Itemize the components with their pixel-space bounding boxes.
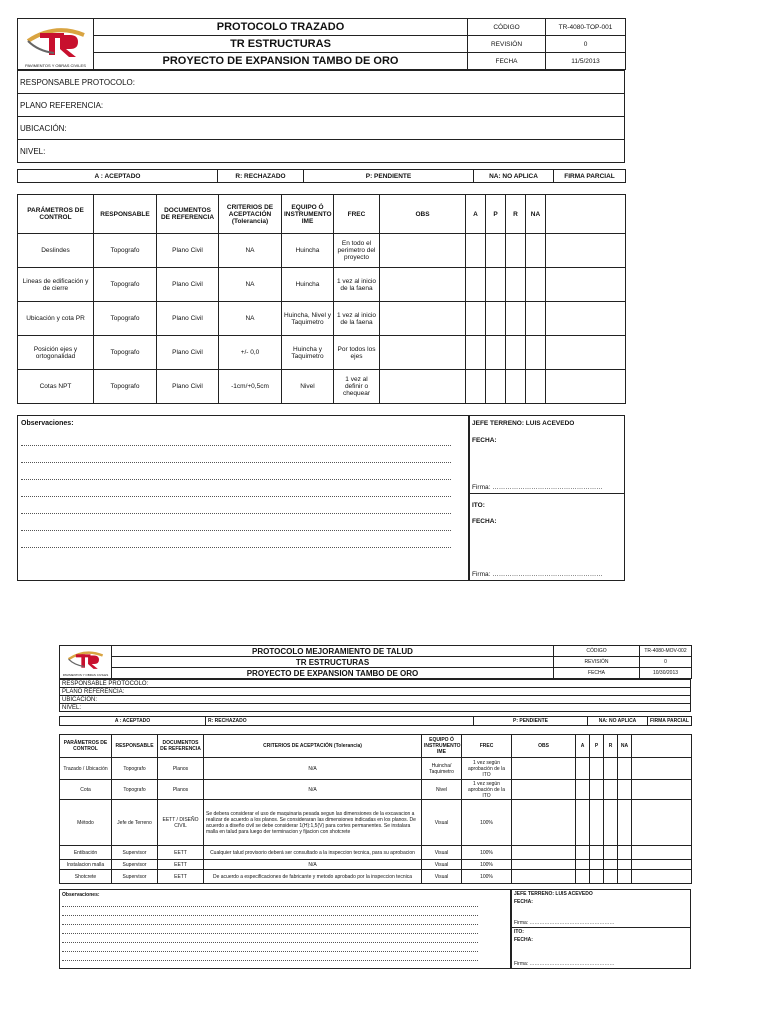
cell-r[interactable] xyxy=(604,800,618,846)
cell-firma[interactable] xyxy=(546,234,626,268)
cell-frec: En todo el perimetro del proyecto xyxy=(334,234,380,268)
cell-obs[interactable] xyxy=(380,370,466,404)
cell-crit: Se debera considerar el uso de maquinaria pesada segun las dimensiones de la excavacion a realizar de acuerdo a los planos. Se consideraran las dimensiones indicadas en los planos. De acuerdo a diseño civil se debe considerar 1(H):1,5(V) para cortes permanentes. Se instalara malla en talud para luego der terminacion y fijacion con shotcrete xyxy=(204,800,422,846)
logo xyxy=(18,19,94,70)
cell-r[interactable] xyxy=(604,870,618,884)
ito-label: ITO: xyxy=(472,502,485,509)
signature-box xyxy=(511,889,691,969)
cell-p[interactable] xyxy=(590,780,604,800)
cell-firma[interactable] xyxy=(546,268,626,302)
firma-ito[interactable]: Firma: …………………………………………… xyxy=(514,961,615,967)
cell-obs[interactable] xyxy=(380,234,466,268)
col-na: NA xyxy=(618,735,632,758)
field-plano: PLANO REFERENCIA: xyxy=(60,688,691,696)
cell-equip: Visual xyxy=(422,800,462,846)
company-title: TR ESTRUCTURAS xyxy=(112,657,554,668)
header-table xyxy=(17,18,626,70)
table-row xyxy=(60,846,692,860)
cell-frec: Por todos los ejes xyxy=(334,336,380,370)
cell-equip: Nivel xyxy=(282,370,334,404)
cell-equip: Visual xyxy=(422,870,462,884)
cell-doc: Plano Civil xyxy=(157,268,219,302)
cell-resp: Topografo xyxy=(94,302,157,336)
cell-p[interactable] xyxy=(486,336,506,370)
cell-na[interactable] xyxy=(618,780,632,800)
cell-doc: Plano Civil xyxy=(157,302,219,336)
cell-obs[interactable] xyxy=(512,860,576,870)
cell-na[interactable] xyxy=(618,846,632,860)
col-na: NA xyxy=(526,195,546,234)
protocol-title: PROTOCOLO MEJORAMIENTO DE TALUD xyxy=(112,646,554,657)
cell-a[interactable] xyxy=(466,302,486,336)
cell-a[interactable] xyxy=(576,870,590,884)
cell-equip: Visual xyxy=(422,846,462,860)
cell-crit: N/A xyxy=(204,860,422,870)
cell-crit: N/A xyxy=(204,780,422,800)
cell-doc: Plano Civil xyxy=(157,370,219,404)
cell-na[interactable] xyxy=(618,800,632,846)
col-equipo: EQUIPO Ó INSTRUMENTO IME xyxy=(422,735,462,758)
table-row xyxy=(60,780,692,800)
fecha-ito-label: FECHA: xyxy=(514,937,533,943)
cell-obs[interactable] xyxy=(512,758,576,780)
cell-equip: Huincha/ Taquimetro xyxy=(422,758,462,780)
cell-param: Posición ejes y ortogonalidad xyxy=(18,336,94,370)
cell-a[interactable] xyxy=(466,370,486,404)
table-row xyxy=(18,268,626,302)
cell-obs[interactable] xyxy=(512,780,576,800)
fecha-label: FECHA: xyxy=(472,437,497,444)
legend-aceptado: A : ACEPTADO xyxy=(60,717,206,726)
logo-caption: PAVIMENTOS Y OBRAS CIVILES xyxy=(25,62,86,68)
cell-param: Deslindes xyxy=(18,234,94,268)
cell-r[interactable] xyxy=(604,758,618,780)
cell-resp: Topografo xyxy=(94,234,157,268)
col-p: P xyxy=(590,735,604,758)
date-value: 11/5/2013 xyxy=(546,53,626,70)
cell-obs[interactable] xyxy=(380,302,466,336)
cell-firma[interactable] xyxy=(632,870,692,884)
cell-p[interactable] xyxy=(590,860,604,870)
cell-equip: Nivel xyxy=(422,780,462,800)
revision-value: 0 xyxy=(546,36,626,53)
cell-doc: EETT / DISEÑO CIVIL xyxy=(158,800,204,846)
company-logo-icon xyxy=(60,647,110,675)
observations-label: Observaciones: xyxy=(62,892,100,898)
cell-doc: Plano Civil xyxy=(157,234,219,268)
cell-a[interactable] xyxy=(466,268,486,302)
firma-jefe[interactable]: Firma: …………………………………………… xyxy=(514,920,615,926)
col-equipo: EQUIPO Ó INSTRUMENTO IME xyxy=(282,195,334,234)
legend-no-aplica: NA: NO APLICA xyxy=(474,170,554,183)
cell-na[interactable] xyxy=(618,860,632,870)
table-row xyxy=(18,234,626,268)
cell-r[interactable] xyxy=(506,268,526,302)
cell-param: Ubicación y cota PR xyxy=(18,302,94,336)
col-parametros: PARÁMETROS DE CONTROL xyxy=(18,195,94,234)
parameters-table xyxy=(17,194,626,404)
logo xyxy=(60,646,112,679)
revision-value: 0 xyxy=(640,657,692,668)
cell-obs[interactable] xyxy=(512,800,576,846)
cell-frec: 100% xyxy=(462,870,512,884)
col-p: P xyxy=(486,195,506,234)
cell-crit: De acuerdo a especificaciones de fabricante y metodo aprobado por la inspeccion tecnica xyxy=(204,870,422,884)
legend-table xyxy=(17,169,626,183)
cell-na[interactable] xyxy=(526,336,546,370)
observations-box[interactable] xyxy=(59,889,511,969)
cell-param: Trazado / Ubicación xyxy=(60,758,112,780)
company-logo-icon xyxy=(18,21,92,67)
cell-firma[interactable] xyxy=(546,370,626,404)
cell-equip: Huincha y Taquimetro xyxy=(282,336,334,370)
cell-crit: +/- 0,0 xyxy=(219,336,282,370)
field-nivel: NIVEL: xyxy=(60,704,691,712)
cell-param: Entibación xyxy=(60,846,112,860)
cell-p[interactable] xyxy=(590,800,604,846)
table-row xyxy=(18,336,626,370)
cell-doc: EETT xyxy=(158,846,204,860)
code-value: TR-4080-TOP-001 xyxy=(546,19,626,36)
legend-firma-parcial: FIRMA PARCIAL xyxy=(648,717,692,726)
cell-p[interactable] xyxy=(486,268,506,302)
cell-resp: Supervisor xyxy=(112,870,158,884)
cell-p[interactable] xyxy=(590,870,604,884)
cell-crit: Cualquier talud provisorio deberá ser consultado a la inspeccion tecnica, para su aprobacion xyxy=(204,846,422,860)
cell-r[interactable] xyxy=(604,860,618,870)
cell-na[interactable] xyxy=(526,370,546,404)
cell-resp: Supervisor xyxy=(112,846,158,860)
cell-firma[interactable] xyxy=(632,800,692,846)
cell-param: Shotcrete xyxy=(60,870,112,884)
field-responsable: RESPONSABLE PROTOCOLO: xyxy=(60,680,691,688)
col-criterios: CRITERIOS DE ACEPTACIÓN (Tolerancia) xyxy=(219,195,282,234)
code-label: CÓDIGO xyxy=(468,19,546,36)
field-ubicacion: UBICACIÓN: xyxy=(18,117,625,140)
jefe-terreno-label: JEFE TERRENO: LUIS ACEVEDO xyxy=(472,420,575,427)
cell-equip: Huincha xyxy=(282,268,334,302)
cell-p[interactable] xyxy=(486,302,506,336)
cell-crit: NA xyxy=(219,268,282,302)
legend-no-aplica: NA: NO APLICA xyxy=(588,717,648,726)
cell-p[interactable] xyxy=(590,846,604,860)
cell-r[interactable] xyxy=(604,846,618,860)
cell-crit: NA xyxy=(219,302,282,336)
cell-obs[interactable] xyxy=(380,268,466,302)
code-label: CÓDIGO xyxy=(554,646,640,657)
cell-param: Cotas NPT xyxy=(18,370,94,404)
cell-resp: Topografo xyxy=(94,336,157,370)
info-fields xyxy=(17,70,625,163)
col-responsable: RESPONSABLE xyxy=(112,735,158,758)
col-r: R xyxy=(604,735,618,758)
field-plano: PLANO REFERENCIA: xyxy=(18,94,625,117)
revision-label: REVISIÓN xyxy=(468,36,546,53)
cell-resp: Topografo xyxy=(112,758,158,780)
field-responsable: RESPONSABLE PROTOCOLO: xyxy=(18,71,625,94)
protocol-document-1 xyxy=(17,18,625,581)
cell-doc: EETT xyxy=(158,860,204,870)
col-a: A xyxy=(576,735,590,758)
col-documentos: DOCUMENTOS DE REFERENCIA xyxy=(158,735,204,758)
legend-aceptado: A : ACEPTADO xyxy=(18,170,218,183)
cell-firma[interactable] xyxy=(632,860,692,870)
cell-frec: 1 vez según aprobación de la ITO xyxy=(462,780,512,800)
cell-frec: 1 vez al inicio de la faena xyxy=(334,302,380,336)
cell-doc: Plano Civil xyxy=(157,336,219,370)
cell-resp: Topografo xyxy=(112,780,158,800)
col-frec: FREC xyxy=(334,195,380,234)
cell-r[interactable] xyxy=(506,336,526,370)
date-label: FECHA xyxy=(468,53,546,70)
observations-box[interactable] xyxy=(17,415,469,581)
cell-frec: 1 vez según aprobación de la ITO xyxy=(462,758,512,780)
cell-firma[interactable] xyxy=(632,758,692,780)
observations-label: Observaciones: xyxy=(21,420,74,427)
protocol-document-2 xyxy=(59,645,691,969)
legend-table xyxy=(59,716,692,726)
cell-doc: Planos xyxy=(158,758,204,780)
col-documentos: DOCUMENTOS DE REFERENCIA xyxy=(157,195,219,234)
logo-caption: PAVIMENTOS Y OBRAS CIVILES xyxy=(62,673,109,677)
date-label: FECHA xyxy=(554,668,640,679)
observations-section xyxy=(59,889,691,969)
cell-r[interactable] xyxy=(506,302,526,336)
jefe-terreno-label: JEFE TERRENO: LUIS ACEVEDO xyxy=(514,891,593,897)
col-frec: FREC xyxy=(462,735,512,758)
header-table xyxy=(59,645,692,679)
firma-jefe[interactable]: Firma: …………………………………………… xyxy=(472,484,603,491)
cell-a[interactable] xyxy=(576,758,590,780)
cell-a[interactable] xyxy=(576,800,590,846)
col-firma xyxy=(546,195,626,234)
firma-ito[interactable]: Firma: …………………………………………… xyxy=(472,571,603,578)
cell-resp: Topografo xyxy=(94,370,157,404)
cell-obs[interactable] xyxy=(512,870,576,884)
table-row xyxy=(60,758,692,780)
info-fields xyxy=(59,679,691,712)
cell-frec: 100% xyxy=(462,800,512,846)
cell-crit: NA xyxy=(219,234,282,268)
cell-firma[interactable] xyxy=(546,302,626,336)
col-obs: OBS xyxy=(512,735,576,758)
cell-obs[interactable] xyxy=(512,846,576,860)
field-ubicacion: UBICACIÓN: xyxy=(60,696,691,704)
cell-obs[interactable] xyxy=(380,336,466,370)
col-firma xyxy=(632,735,692,758)
table-row xyxy=(60,800,692,846)
col-r: R xyxy=(506,195,526,234)
cell-p[interactable] xyxy=(486,370,506,404)
legend-pendiente: P: PENDIENTE xyxy=(304,170,474,183)
cell-a[interactable] xyxy=(576,780,590,800)
cell-na[interactable] xyxy=(618,758,632,780)
parameters-table xyxy=(59,734,692,884)
cell-p[interactable] xyxy=(590,758,604,780)
cell-firma[interactable] xyxy=(632,846,692,860)
cell-r[interactable] xyxy=(604,780,618,800)
cell-param: Método xyxy=(60,800,112,846)
cell-frec: 100% xyxy=(462,846,512,860)
table-row xyxy=(18,302,626,336)
signature-box xyxy=(469,415,625,581)
legend-rechazado: R: RECHAZADO xyxy=(218,170,304,183)
cell-na[interactable] xyxy=(526,268,546,302)
cell-equip: Huincha xyxy=(282,234,334,268)
cell-p[interactable] xyxy=(486,234,506,268)
cell-resp: Topografo xyxy=(94,268,157,302)
cell-firma[interactable] xyxy=(632,780,692,800)
cell-doc: EETT xyxy=(158,870,204,884)
cell-na[interactable] xyxy=(618,870,632,884)
ito-label: ITO: xyxy=(514,929,524,935)
table-row xyxy=(18,370,626,404)
col-criterios: CRITERIOS DE ACEPTACIÓN (Tolerancia) xyxy=(204,735,422,758)
cell-resp: Supervisor xyxy=(112,860,158,870)
col-obs: OBS xyxy=(380,195,466,234)
project-title: PROYECTO DE EXPANSION TAMBO DE ORO xyxy=(94,53,468,70)
legend-pendiente: P: PENDIENTE xyxy=(474,717,588,726)
protocol-title: PROTOCOLO TRAZADO xyxy=(94,19,468,36)
cell-equip: Visual xyxy=(422,860,462,870)
company-title: TR ESTRUCTURAS xyxy=(94,36,468,53)
cell-equip: Huincha, Nivel y Taquimetro xyxy=(282,302,334,336)
date-value: 10/30/2013 xyxy=(640,668,692,679)
col-a: A xyxy=(466,195,486,234)
col-responsable: RESPONSABLE xyxy=(94,195,157,234)
fecha-ito-label: FECHA: xyxy=(472,518,497,525)
cell-param: Instalacion malla xyxy=(60,860,112,870)
cell-na[interactable] xyxy=(526,234,546,268)
cell-a[interactable] xyxy=(466,234,486,268)
col-parametros: PARÁMETROS DE CONTROL xyxy=(60,735,112,758)
cell-resp: Jefe de Terreno xyxy=(112,800,158,846)
cell-r[interactable] xyxy=(506,234,526,268)
cell-na[interactable] xyxy=(526,302,546,336)
cell-param: Lineas de edificación y de cierre xyxy=(18,268,94,302)
cell-doc: Planos xyxy=(158,780,204,800)
cell-a[interactable] xyxy=(576,860,590,870)
cell-a[interactable] xyxy=(576,846,590,860)
cell-firma[interactable] xyxy=(546,336,626,370)
table-row xyxy=(60,870,692,884)
cell-r[interactable] xyxy=(506,370,526,404)
legend-firma-parcial: FIRMA PARCIAL xyxy=(554,170,626,183)
cell-frec: 100% xyxy=(462,860,512,870)
cell-crit: N/A xyxy=(204,758,422,780)
revision-label: REVISIÓN xyxy=(554,657,640,668)
project-title: PROYECTO DE EXPANSION TAMBO DE ORO xyxy=(112,668,554,679)
cell-crit: -1cm/+0,5cm xyxy=(219,370,282,404)
cell-param: Cota xyxy=(60,780,112,800)
fecha-label: FECHA: xyxy=(514,899,533,905)
cell-a[interactable] xyxy=(466,336,486,370)
legend-rechazado: R: RECHAZADO xyxy=(206,717,474,726)
cell-frec: 1 vez al definir o chequear xyxy=(334,370,380,404)
field-nivel: NIVEL: xyxy=(18,140,625,163)
table-row xyxy=(60,860,692,870)
cell-frec: 1 vez al inicio de la faena xyxy=(334,268,380,302)
code-value: TR-4080-MOV-002 xyxy=(640,646,692,657)
observations-section xyxy=(17,415,625,581)
